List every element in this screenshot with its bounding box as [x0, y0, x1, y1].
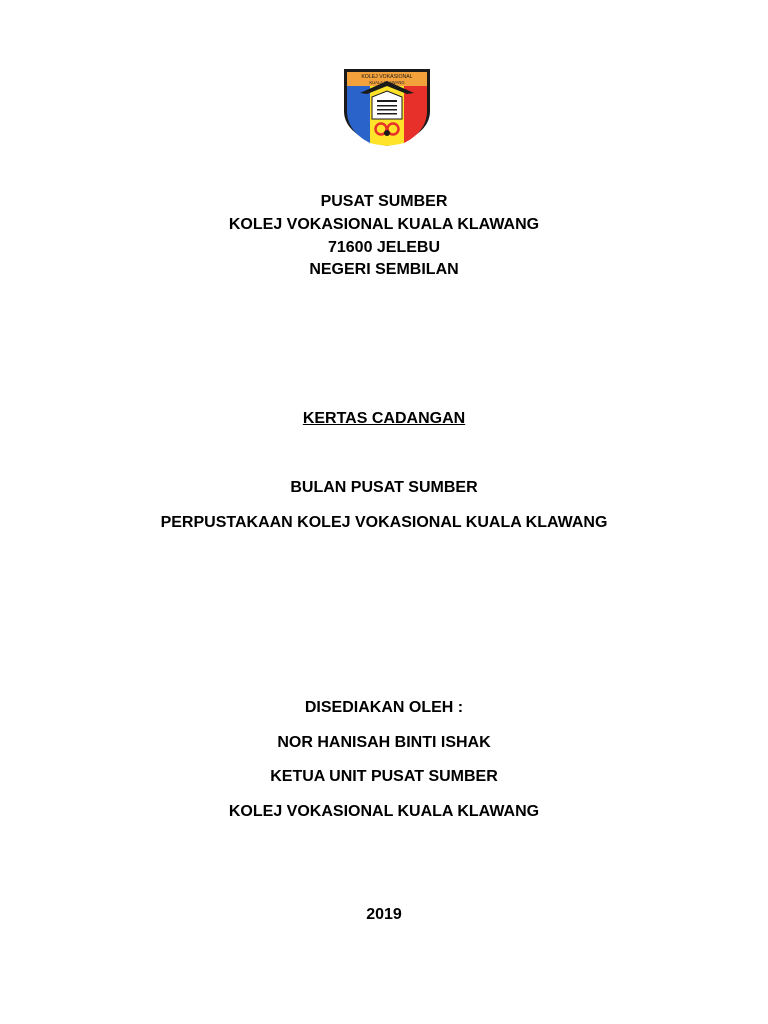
header-line-3: 71600 JELEBU	[327, 239, 441, 256]
subject-line-1: BULAN PUSAT SUMBER	[290, 479, 478, 496]
college-crest-logo	[342, 67, 432, 147]
prepared-by-institution: KOLEJ VOKASIONAL KUALA KLAWANG	[228, 803, 540, 820]
header-line-4: NEGERI SEMBILAN	[309, 261, 459, 278]
crest-text-line2: KUALA KLAWANG	[369, 80, 405, 85]
document-type-title: KERTAS CADANGAN	[302, 410, 466, 427]
header-line-1: PUSAT SUMBER	[320, 193, 448, 210]
prepared-by-name: NOR HANISAH BINTI ISHAK	[277, 734, 491, 751]
subject-line-2: PERPUSTAKAAN KOLEJ VOKASIONAL KUALA KLAWANG	[160, 514, 608, 531]
header-line-2: KOLEJ VOKASIONAL KUALA KLAWANG	[228, 216, 540, 233]
document-year: 2019	[366, 906, 402, 923]
prepared-by-position: KETUA UNIT PUSAT SUMBER	[270, 768, 498, 785]
prepared-by-label: DISEDIAKAN OLEH :	[304, 699, 464, 716]
crest-text-line1: KOLEJ VOKASIONAL	[361, 74, 413, 80]
